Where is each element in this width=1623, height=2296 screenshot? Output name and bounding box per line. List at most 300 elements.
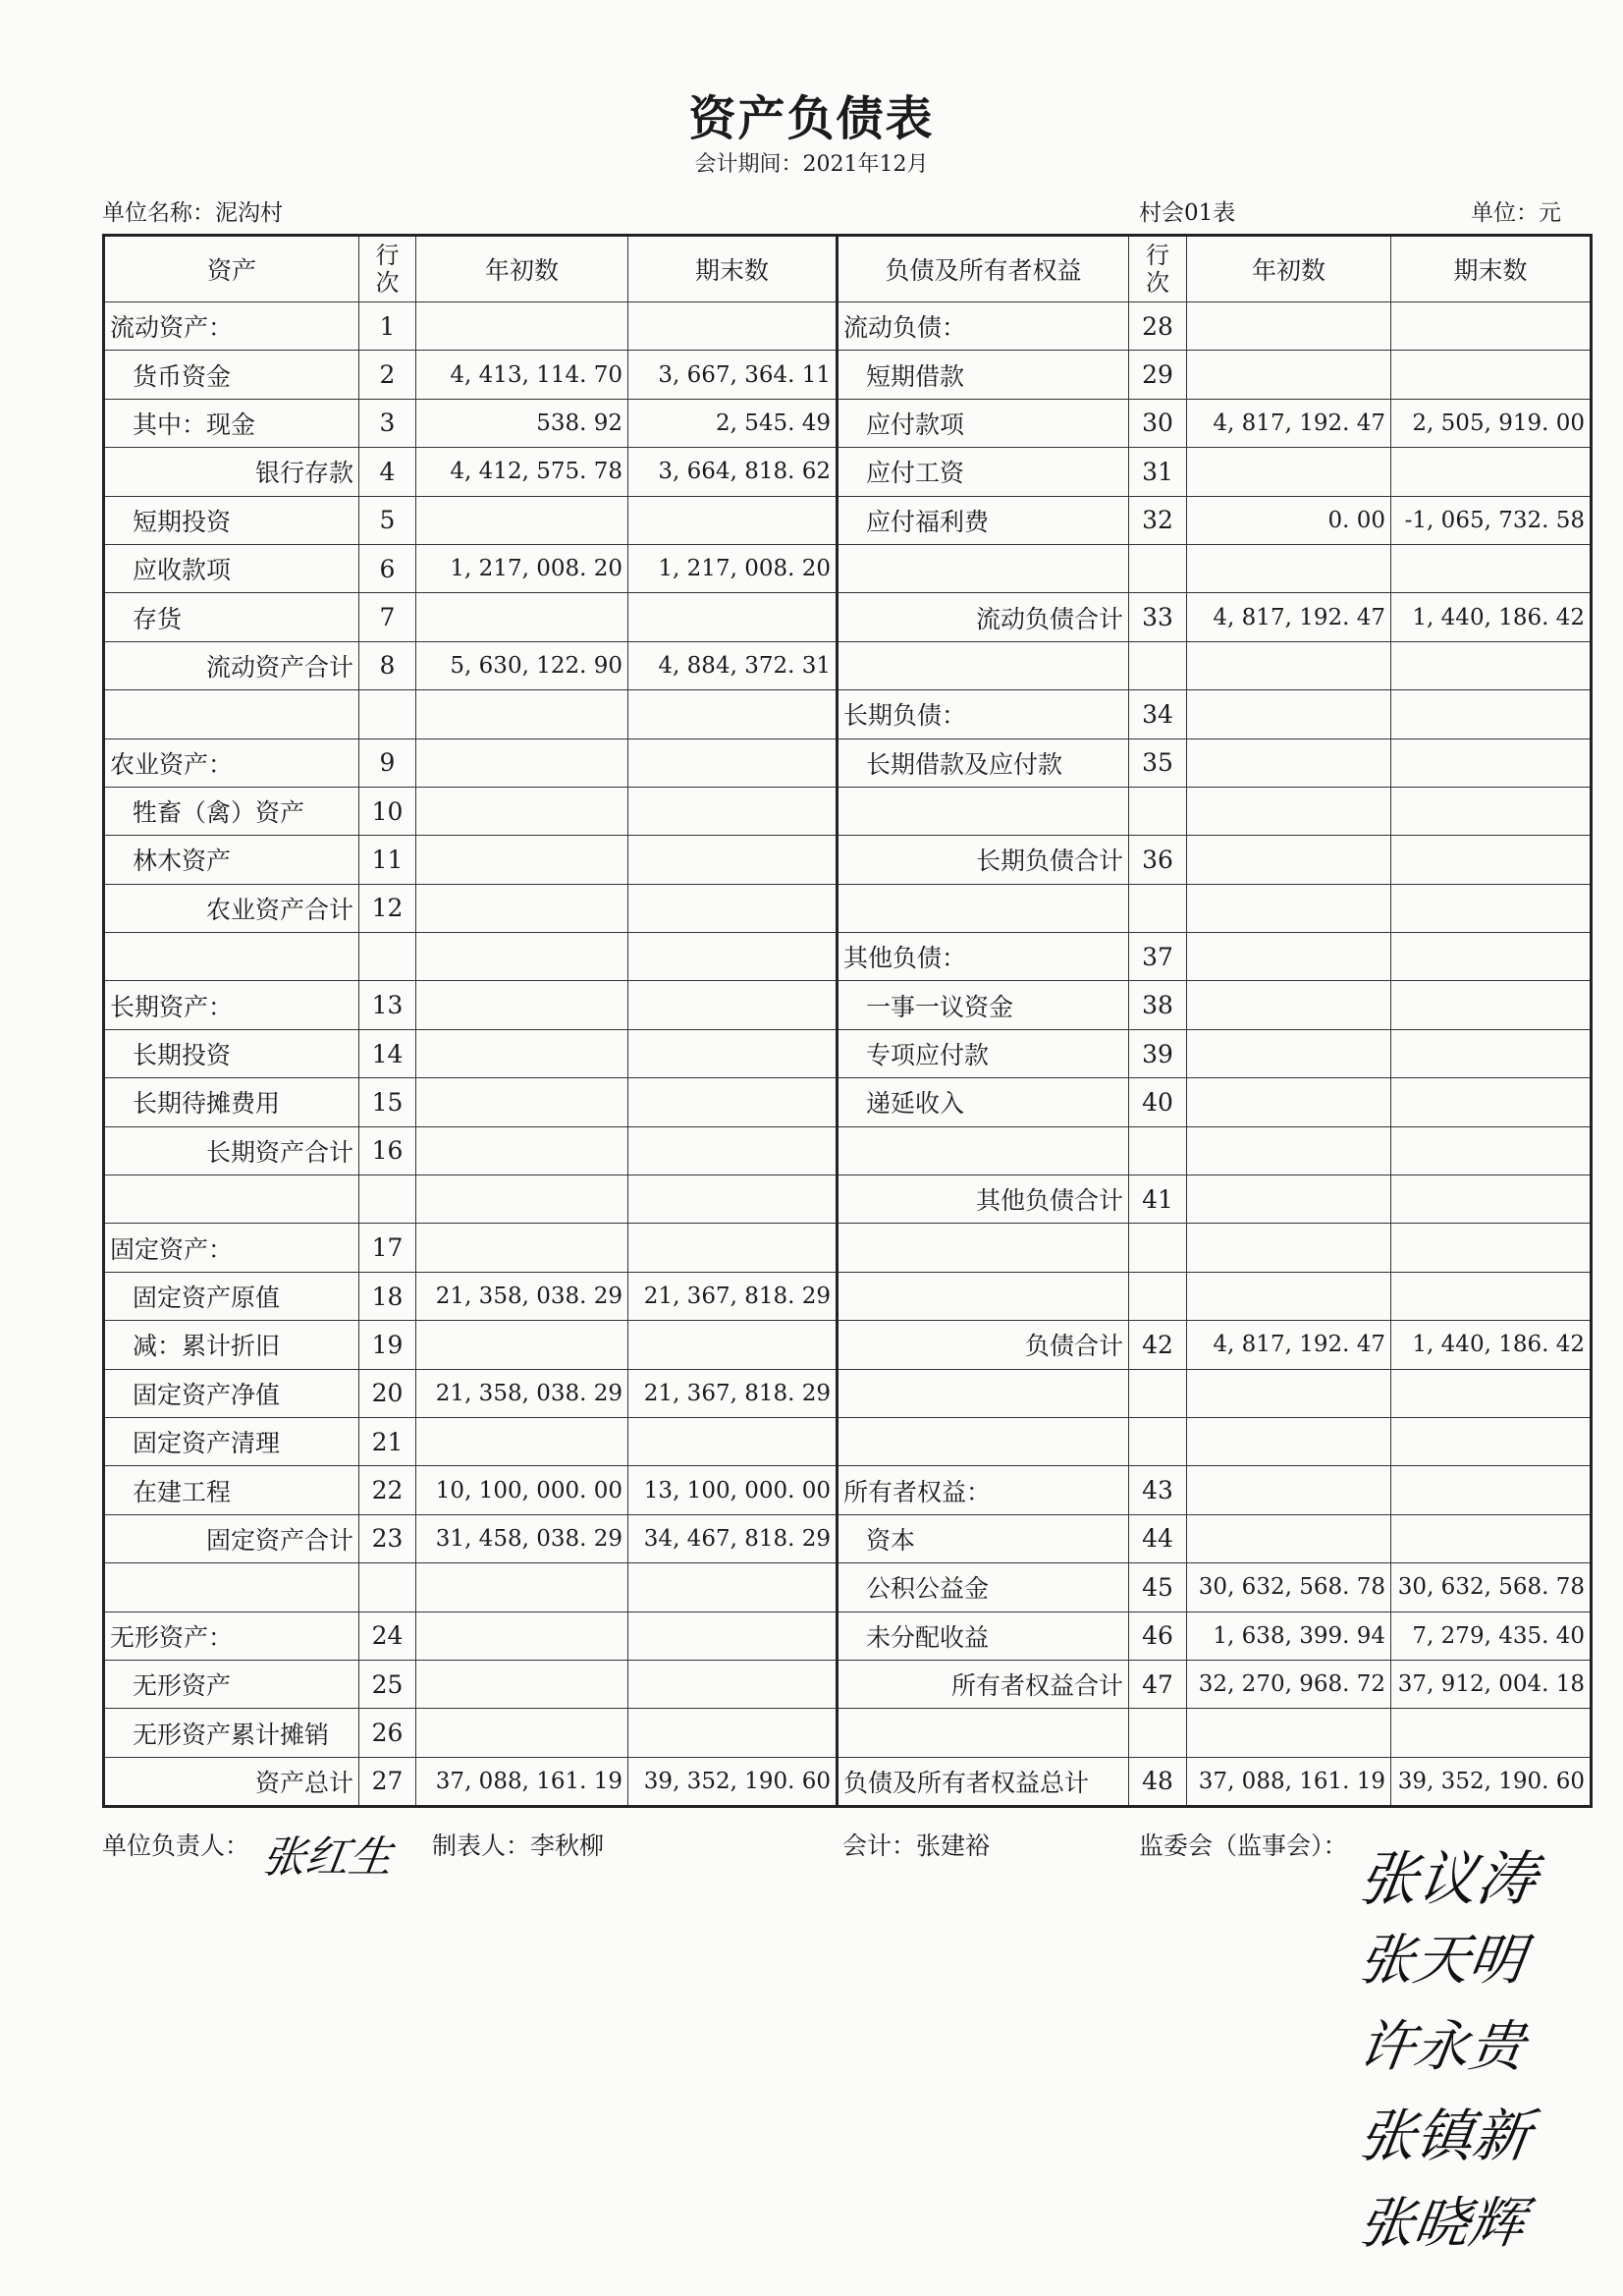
liability-item: 应付款项 — [838, 399, 1129, 447]
liability-begin-value — [1187, 1029, 1391, 1077]
asset-begin-value: 10, 100, 000. 00 — [416, 1466, 628, 1514]
table-row — [104, 1612, 1592, 1660]
asset-item: 长期投资 — [104, 1029, 359, 1077]
table-row — [104, 1660, 1592, 1708]
liability-line-no: 31 — [1129, 448, 1187, 496]
asset-end-value: 1, 217, 008. 20 — [628, 544, 838, 592]
footer-head: 单位负责人： — [102, 1831, 250, 1860]
asset-line-no: 13 — [359, 981, 416, 1029]
signature-committee-1: 张议涛 — [1354, 1845, 1542, 1914]
table-row — [104, 302, 1592, 351]
liability-line-no: 47 — [1129, 1660, 1187, 1708]
asset-line-no: 22 — [359, 1466, 416, 1514]
asset-end-value — [628, 1175, 838, 1224]
asset-begin-value — [416, 1612, 628, 1660]
liability-item — [838, 1709, 1129, 1757]
liability-end-value: 2, 505, 919. 00 — [1391, 399, 1592, 447]
asset-line-no: 12 — [359, 884, 416, 932]
liability-item: 负债合计 — [838, 1321, 1129, 1369]
asset-line-no — [359, 690, 416, 738]
liability-line-no — [1129, 1369, 1187, 1417]
asset-line-no: 16 — [359, 1126, 416, 1175]
table-row — [104, 690, 1592, 738]
signature-committee-3: 许永贵 — [1354, 2015, 1529, 2079]
asset-item: 固定资产原值 — [104, 1272, 359, 1320]
asset-line-no: 8 — [359, 641, 416, 689]
liability-item: 其他负债合计 — [838, 1175, 1129, 1224]
table-row — [104, 1417, 1592, 1465]
liability-end-value: 30, 632, 568. 78 — [1391, 1563, 1592, 1612]
asset-end-value — [628, 1417, 838, 1465]
signature-committee-5: 张晓辉 — [1354, 2192, 1529, 2256]
asset-item: 长期资产合计 — [104, 1126, 359, 1175]
liability-end-value — [1391, 690, 1592, 738]
asset-end-value — [628, 593, 838, 641]
asset-line-no: 3 — [359, 399, 416, 447]
signature-committee-4: 张镇新 — [1354, 2103, 1536, 2169]
table-row — [104, 1514, 1592, 1562]
asset-item: 其中：现金 — [104, 399, 359, 447]
header-line-no: 行 次 — [1129, 236, 1187, 302]
asset-begin-value — [416, 1224, 628, 1272]
liability-begin-value — [1187, 1466, 1391, 1514]
asset-line-no — [359, 1563, 416, 1612]
liability-item: 长期借款及应付款 — [838, 738, 1129, 787]
liability-line-no: 48 — [1129, 1757, 1187, 1806]
liability-line-no — [1129, 544, 1187, 592]
liability-end-value — [1391, 1369, 1592, 1417]
liability-item: 递延收入 — [838, 1078, 1129, 1126]
liability-item: 应付工资 — [838, 448, 1129, 496]
asset-begin-value — [416, 787, 628, 835]
liability-item — [838, 1369, 1129, 1417]
asset-item: 流动资产： — [104, 302, 359, 351]
asset-end-value: 4, 884, 372. 31 — [628, 641, 838, 689]
liability-line-no: 44 — [1129, 1514, 1187, 1562]
asset-begin-value — [416, 1126, 628, 1175]
liability-begin-value — [1187, 448, 1391, 496]
liability-line-no: 41 — [1129, 1175, 1187, 1224]
liability-begin-value — [1187, 1709, 1391, 1757]
asset-end-value: 3, 664, 818. 62 — [628, 448, 838, 496]
asset-begin-value — [416, 302, 628, 351]
asset-item: 固定资产清理 — [104, 1417, 359, 1465]
asset-end-value — [628, 933, 838, 981]
asset-line-no: 2 — [359, 351, 416, 399]
asset-end-value — [628, 1563, 838, 1612]
liability-end-value: 37, 912, 004. 18 — [1391, 1660, 1592, 1708]
liability-begin-value: 1, 638, 399. 94 — [1187, 1612, 1391, 1660]
asset-end-value: 21, 367, 818. 29 — [628, 1369, 838, 1417]
liability-item: 长期负债： — [838, 690, 1129, 738]
asset-line-no: 26 — [359, 1709, 416, 1757]
table-row — [104, 496, 1592, 544]
liability-item: 应付福利费 — [838, 496, 1129, 544]
table-row — [104, 1029, 1592, 1077]
liability-item — [838, 544, 1129, 592]
liability-end-value — [1391, 1224, 1592, 1272]
liability-line-no — [1129, 884, 1187, 932]
asset-begin-value — [416, 496, 628, 544]
liability-line-no: 30 — [1129, 399, 1187, 447]
liability-begin-value: 30, 632, 568. 78 — [1187, 1563, 1391, 1612]
table-row — [104, 544, 1592, 592]
liability-begin-value — [1187, 1514, 1391, 1562]
table-row — [104, 981, 1592, 1029]
asset-begin-value — [416, 933, 628, 981]
asset-item: 长期资产： — [104, 981, 359, 1029]
accounting-period: 会计期间：2021年12月 — [694, 152, 929, 177]
liability-begin-value — [1187, 302, 1391, 351]
liability-end-value — [1391, 981, 1592, 1029]
asset-end-value — [628, 1612, 838, 1660]
liability-line-no: 34 — [1129, 690, 1187, 738]
liability-line-no — [1129, 1709, 1187, 1757]
liability-begin-value: 37, 088, 161. 19 — [1187, 1757, 1391, 1806]
asset-item — [104, 1175, 359, 1224]
asset-item: 农业资产合计 — [104, 884, 359, 932]
liability-end-value: -1, 065, 732. 58 — [1391, 496, 1592, 544]
liability-line-no — [1129, 1272, 1187, 1320]
asset-item: 固定资产： — [104, 1224, 359, 1272]
asset-begin-value — [416, 1709, 628, 1757]
asset-end-value — [628, 738, 838, 787]
table-row — [104, 1466, 1592, 1514]
unit-name: 单位名称：泥沟村 — [102, 200, 283, 226]
liability-end-value — [1391, 448, 1592, 496]
table-row — [104, 1369, 1592, 1417]
asset-begin-value — [416, 836, 628, 884]
header-begin: 年初数 — [416, 236, 628, 302]
liability-end-value — [1391, 351, 1592, 399]
liability-item: 未分配收益 — [838, 1612, 1129, 1660]
liability-line-no — [1129, 641, 1187, 689]
liability-line-no — [1129, 787, 1187, 835]
asset-end-value — [628, 1126, 838, 1175]
liability-begin-value — [1187, 738, 1391, 787]
table-row — [104, 641, 1592, 689]
asset-line-no: 9 — [359, 738, 416, 787]
asset-end-value — [628, 302, 838, 351]
asset-line-no: 25 — [359, 1660, 416, 1708]
asset-item: 固定资产净值 — [104, 1369, 359, 1417]
asset-begin-value: 5, 630, 122. 90 — [416, 641, 628, 689]
asset-begin-value — [416, 1563, 628, 1612]
asset-line-no: 1 — [359, 302, 416, 351]
currency-unit: 单位：元 — [1471, 200, 1561, 226]
asset-end-value: 39, 352, 190. 60 — [628, 1757, 838, 1806]
liability-line-no — [1129, 1224, 1187, 1272]
asset-end-value: 21, 367, 818. 29 — [628, 1272, 838, 1320]
liability-begin-value — [1187, 1078, 1391, 1126]
table-row — [104, 738, 1592, 787]
liability-item: 公积公益金 — [838, 1563, 1129, 1612]
asset-line-no: 5 — [359, 496, 416, 544]
asset-end-value — [628, 787, 838, 835]
liability-line-no — [1129, 1417, 1187, 1465]
header-begin: 年初数 — [1187, 236, 1391, 302]
liability-item: 所有者权益： — [838, 1466, 1129, 1514]
liability-item — [838, 787, 1129, 835]
signature-head: 张红生 — [258, 1832, 396, 1883]
liability-begin-value — [1187, 884, 1391, 932]
liability-begin-value — [1187, 641, 1391, 689]
liability-line-no: 38 — [1129, 981, 1187, 1029]
asset-item: 短期投资 — [104, 496, 359, 544]
asset-item: 在建工程 — [104, 1466, 359, 1514]
asset-begin-value — [416, 1321, 628, 1369]
liability-line-no: 46 — [1129, 1612, 1187, 1660]
asset-item: 固定资产合计 — [104, 1514, 359, 1562]
asset-item: 牲畜（禽）资产 — [104, 787, 359, 835]
liability-begin-value: 4, 817, 192. 47 — [1187, 1321, 1391, 1369]
asset-end-value: 3, 667, 364. 11 — [628, 351, 838, 399]
table-row — [104, 399, 1592, 447]
liability-end-value — [1391, 641, 1592, 689]
table-row — [104, 351, 1592, 399]
liability-item: 所有者权益合计 — [838, 1660, 1129, 1708]
balance-sheet-table — [102, 234, 1593, 1808]
liability-line-no: 40 — [1129, 1078, 1187, 1126]
liability-begin-value — [1187, 787, 1391, 835]
liability-begin-value — [1187, 544, 1391, 592]
asset-line-no: 20 — [359, 1369, 416, 1417]
asset-begin-value — [416, 690, 628, 738]
table-row — [104, 884, 1592, 932]
asset-item: 应收款项 — [104, 544, 359, 592]
liability-line-no: 36 — [1129, 836, 1187, 884]
liability-end-value — [1391, 1709, 1592, 1757]
asset-item: 林木资产 — [104, 836, 359, 884]
asset-begin-value: 1, 217, 008. 20 — [416, 544, 628, 592]
header-asset: 资产 — [104, 236, 359, 302]
asset-end-value — [628, 1029, 838, 1077]
table-header-row — [104, 236, 1592, 302]
liability-line-no: 42 — [1129, 1321, 1187, 1369]
liability-begin-value: 32, 270, 968. 72 — [1187, 1660, 1391, 1708]
liability-end-value — [1391, 787, 1592, 835]
liability-item — [838, 1417, 1129, 1465]
header-end: 期末数 — [1391, 236, 1592, 302]
asset-line-no: 7 — [359, 593, 416, 641]
page-title: 资产负债表 — [688, 91, 935, 146]
asset-begin-value — [416, 1417, 628, 1465]
asset-begin-value — [416, 981, 628, 1029]
asset-item: 资产总计 — [104, 1757, 359, 1806]
asset-line-no: 11 — [359, 836, 416, 884]
asset-begin-value — [416, 738, 628, 787]
liability-line-no: 28 — [1129, 302, 1187, 351]
liability-end-value — [1391, 1514, 1592, 1562]
liability-end-value: 1, 440, 186. 42 — [1391, 593, 1592, 641]
liability-begin-value — [1187, 1126, 1391, 1175]
liability-end-value: 39, 352, 190. 60 — [1391, 1757, 1592, 1806]
liability-begin-value — [1187, 351, 1391, 399]
asset-begin-value: 31, 458, 038. 29 — [416, 1514, 628, 1562]
asset-item: 农业资产： — [104, 738, 359, 787]
asset-begin-value: 21, 358, 038. 29 — [416, 1369, 628, 1417]
asset-line-no — [359, 1175, 416, 1224]
table-row — [104, 836, 1592, 884]
liability-item — [838, 884, 1129, 932]
table-row — [104, 1224, 1592, 1272]
liability-line-no: 43 — [1129, 1466, 1187, 1514]
asset-item: 减：累计折旧 — [104, 1321, 359, 1369]
asset-begin-value — [416, 593, 628, 641]
liability-begin-value — [1187, 1369, 1391, 1417]
asset-end-value — [628, 1321, 838, 1369]
liability-end-value — [1391, 1175, 1592, 1224]
asset-line-no: 21 — [359, 1417, 416, 1465]
table-row — [104, 448, 1592, 496]
liability-end-value — [1391, 1126, 1592, 1175]
asset-end-value — [628, 1709, 838, 1757]
liability-item: 其他负债： — [838, 933, 1129, 981]
asset-line-no — [359, 933, 416, 981]
table-row — [104, 1321, 1592, 1369]
liability-begin-value: 4, 817, 192. 47 — [1187, 593, 1391, 641]
asset-end-value — [628, 1660, 838, 1708]
liability-item: 流动负债合计 — [838, 593, 1129, 641]
footer-preparer: 制表人：李秋柳 — [432, 1831, 605, 1860]
liability-end-value — [1391, 1417, 1592, 1465]
asset-end-value: 34, 467, 818. 29 — [628, 1514, 838, 1562]
liability-begin-value — [1187, 1175, 1391, 1224]
asset-item — [104, 1563, 359, 1612]
liability-line-no — [1129, 1126, 1187, 1175]
table-row — [104, 787, 1592, 835]
liability-begin-value: 4, 817, 192. 47 — [1187, 399, 1391, 447]
footer-committee: 监委会（监事会）： — [1139, 1831, 1348, 1860]
table-row — [104, 933, 1592, 981]
table-row — [104, 1709, 1592, 1757]
asset-end-value — [628, 1224, 838, 1272]
liability-item — [838, 1272, 1129, 1320]
liability-end-value — [1391, 738, 1592, 787]
asset-line-no: 27 — [359, 1757, 416, 1806]
table-row — [104, 593, 1592, 641]
liability-item: 长期负债合计 — [838, 836, 1129, 884]
liability-item: 专项应付款 — [838, 1029, 1129, 1077]
asset-item: 无形资产 — [104, 1660, 359, 1708]
asset-end-value — [628, 836, 838, 884]
header-line-no: 行 次 — [359, 236, 416, 302]
asset-begin-value — [416, 1175, 628, 1224]
liability-item — [838, 1224, 1129, 1272]
liability-item — [838, 641, 1129, 689]
asset-begin-value: 4, 412, 575. 78 — [416, 448, 628, 496]
asset-item: 货币资金 — [104, 351, 359, 399]
asset-line-no: 24 — [359, 1612, 416, 1660]
liability-begin-value — [1187, 690, 1391, 738]
liability-end-value — [1391, 1466, 1592, 1514]
liability-line-no: 35 — [1129, 738, 1187, 787]
asset-line-no: 19 — [359, 1321, 416, 1369]
liability-line-no: 32 — [1129, 496, 1187, 544]
liability-end-value — [1391, 1078, 1592, 1126]
table-row — [104, 1175, 1592, 1224]
liability-item: 流动负债： — [838, 302, 1129, 351]
asset-begin-value — [416, 1660, 628, 1708]
liability-line-no: 37 — [1129, 933, 1187, 981]
liability-end-value: 7, 279, 435. 40 — [1391, 1612, 1592, 1660]
liability-item: 短期借款 — [838, 351, 1129, 399]
asset-begin-value: 538. 92 — [416, 399, 628, 447]
table-row — [104, 1563, 1592, 1612]
liability-begin-value: 0. 00 — [1187, 496, 1391, 544]
liability-begin-value — [1187, 836, 1391, 884]
header-end: 期末数 — [628, 236, 838, 302]
asset-line-no: 14 — [359, 1029, 416, 1077]
liability-begin-value — [1187, 1224, 1391, 1272]
liability-line-no: 29 — [1129, 351, 1187, 399]
liability-item: 一事一议资金 — [838, 981, 1129, 1029]
asset-line-no: 10 — [359, 787, 416, 835]
liability-item: 负债及所有者权益总计 — [838, 1757, 1129, 1806]
asset-line-no: 4 — [359, 448, 416, 496]
liability-end-value — [1391, 836, 1592, 884]
table-row — [104, 1272, 1592, 1320]
asset-end-value — [628, 981, 838, 1029]
asset-end-value — [628, 1078, 838, 1126]
liability-line-no: 33 — [1129, 593, 1187, 641]
asset-line-no: 15 — [359, 1078, 416, 1126]
footer-accountant: 会计：张建裕 — [842, 1831, 991, 1860]
table-row — [104, 1757, 1592, 1806]
table-row — [104, 1078, 1592, 1126]
liability-item — [838, 1126, 1129, 1175]
liability-line-no: 45 — [1129, 1563, 1187, 1612]
signature-committee-2: 张天明 — [1354, 1929, 1529, 1993]
liability-end-value: 1, 440, 186. 42 — [1391, 1321, 1592, 1369]
asset-line-no: 6 — [359, 544, 416, 592]
table-row — [104, 1126, 1592, 1175]
asset-line-no: 18 — [359, 1272, 416, 1320]
liability-end-value — [1391, 884, 1592, 932]
asset-line-no: 17 — [359, 1224, 416, 1272]
asset-item: 银行存款 — [104, 448, 359, 496]
liability-begin-value — [1187, 981, 1391, 1029]
liability-end-value — [1391, 933, 1592, 981]
form-number: 村会01表 — [1139, 200, 1236, 226]
asset-begin-value — [416, 1078, 628, 1126]
liability-end-value — [1391, 1272, 1592, 1320]
asset-end-value: 13, 100, 000. 00 — [628, 1466, 838, 1514]
asset-item: 流动资产合计 — [104, 641, 359, 689]
header-liabilities-equity: 负债及所有者权益 — [838, 236, 1129, 302]
asset-item: 无形资产： — [104, 1612, 359, 1660]
asset-line-no: 23 — [359, 1514, 416, 1562]
asset-item — [104, 933, 359, 981]
liability-begin-value — [1187, 1417, 1391, 1465]
liability-begin-value — [1187, 1272, 1391, 1320]
liability-item: 资本 — [838, 1514, 1129, 1562]
asset-item: 无形资产累计摊销 — [104, 1709, 359, 1757]
asset-item — [104, 690, 359, 738]
asset-item: 存货 — [104, 593, 359, 641]
liability-end-value — [1391, 302, 1592, 351]
asset-end-value — [628, 884, 838, 932]
asset-begin-value: 21, 358, 038. 29 — [416, 1272, 628, 1320]
asset-item: 长期待摊费用 — [104, 1078, 359, 1126]
asset-end-value — [628, 496, 838, 544]
liability-end-value — [1391, 544, 1592, 592]
asset-end-value: 2, 545. 49 — [628, 399, 838, 447]
asset-begin-value: 37, 088, 161. 19 — [416, 1757, 628, 1806]
liability-end-value — [1391, 1029, 1592, 1077]
asset-begin-value — [416, 884, 628, 932]
asset-begin-value: 4, 413, 114. 70 — [416, 351, 628, 399]
